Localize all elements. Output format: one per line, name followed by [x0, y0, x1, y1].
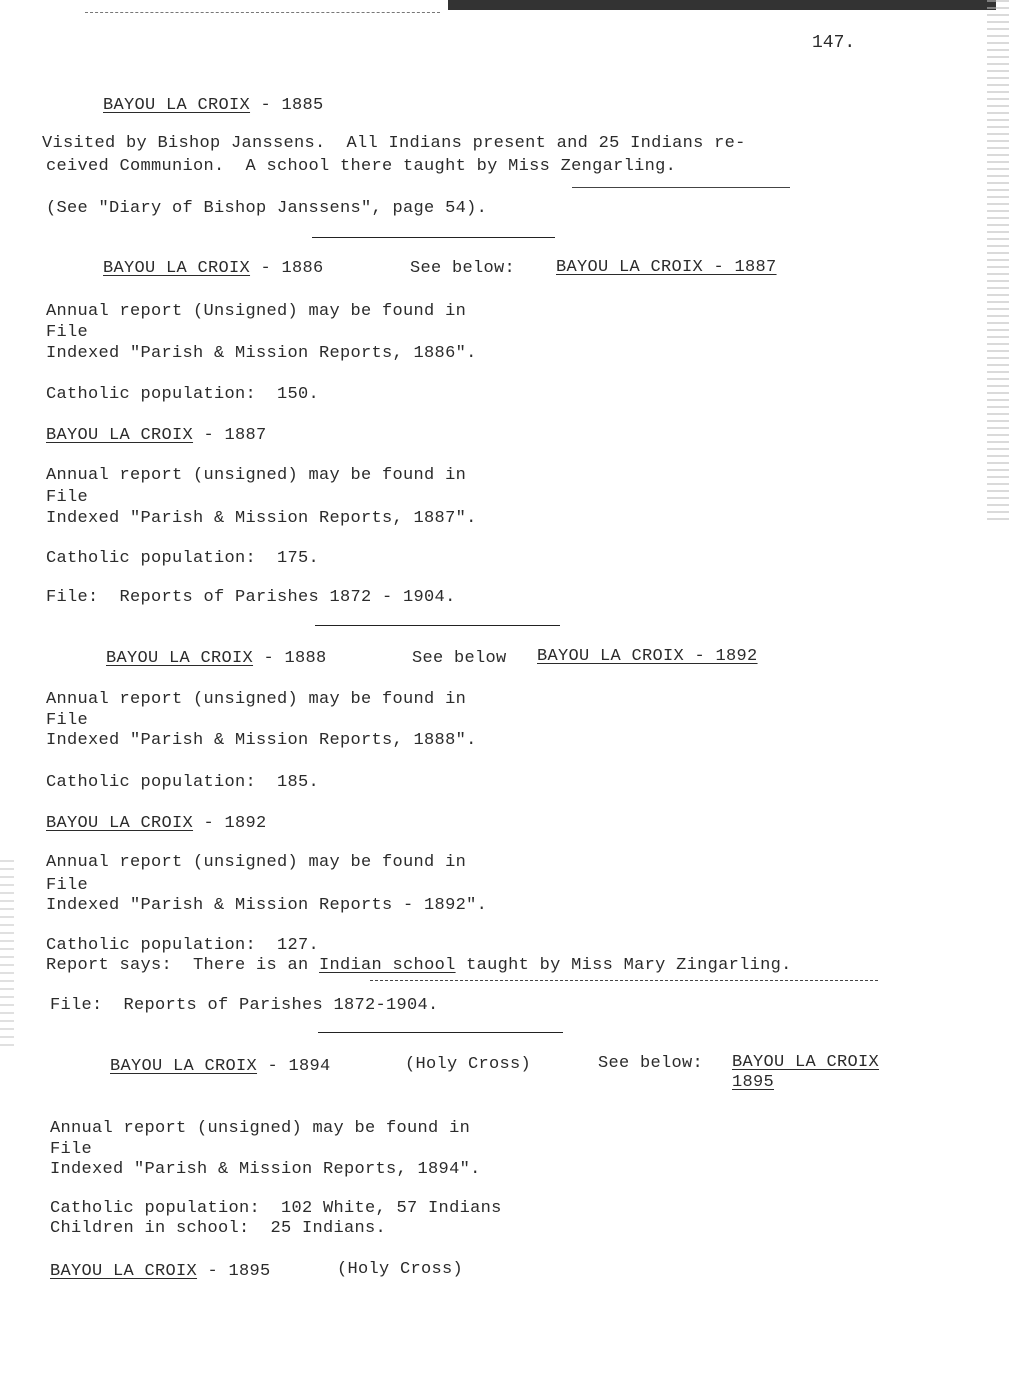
- indian-school-phrase: Indian school: [319, 956, 456, 975]
- heading-year: - 1887: [193, 426, 267, 445]
- section-divider: [315, 625, 560, 626]
- report-text: Report says: There is an: [46, 956, 320, 975]
- holy-cross-label: (Holy Cross): [337, 1260, 464, 1279]
- holy-cross-label: (Holy Cross): [405, 1055, 532, 1074]
- visit-text: ceived Communion. A school there taught by: [46, 157, 509, 176]
- top-scan-bar: [448, 0, 996, 10]
- indexed-line: Indexed "Parish & Mission Reports, 1887".: [46, 509, 477, 528]
- annual-report-line: Annual report (Unsigned) may be found in: [46, 302, 467, 321]
- see-below-reference: BAYOU LA CROIX - 1887: [556, 258, 777, 277]
- hand-underline: [370, 980, 878, 981]
- section-heading-1895: [50, 1262, 271, 1281]
- heading-year: - 1895: [197, 1262, 271, 1281]
- heading-year: - 1892: [193, 814, 267, 833]
- annual-report-line: Annual report (unsigned) may be found in: [46, 690, 467, 709]
- report-says-line: [46, 956, 792, 975]
- right-scan-edge: [987, 0, 1009, 520]
- file-label: File: [46, 876, 89, 895]
- diary-reference: (See "Diary of Bishop Janssens", page 54).: [46, 199, 488, 218]
- heading-place: BAYOU LA CROIX: [50, 1262, 198, 1281]
- visit-text-line-2: [46, 157, 676, 176]
- see-below-reference: BAYOU LA CROIX: [732, 1053, 880, 1072]
- indexed-line: Indexed "Parish & Mission Reports, 1894".: [50, 1160, 481, 1179]
- heading-place: BAYOU LA CROIX: [103, 96, 251, 115]
- section-heading-1885: [103, 96, 324, 115]
- catholic-population: Catholic population: 175.: [46, 549, 320, 568]
- section-divider: [318, 1032, 563, 1033]
- see-below-label: See below: [412, 649, 507, 668]
- section-heading-1888: [106, 649, 327, 668]
- indexed-line: Indexed "Parish & Mission Reports, 1888".: [46, 731, 477, 750]
- hand-underline: [572, 187, 790, 188]
- section-heading-1892: [46, 814, 267, 833]
- indexed-line: Indexed "Parish & Mission Reports - 1892".: [46, 896, 488, 915]
- file-label: File: [50, 1140, 93, 1159]
- page-number: 147.: [812, 33, 856, 53]
- section-heading-1886: [103, 259, 324, 278]
- heading-place: BAYOU LA CROIX: [46, 814, 194, 833]
- file-label: File: [46, 488, 89, 507]
- annual-report-line: Annual report (unsigned) may be found in: [46, 466, 467, 485]
- see-below-reference-year: 1895: [732, 1073, 775, 1092]
- annual-report-line: Annual report (unsigned) may be found in: [50, 1119, 471, 1138]
- see-below-reference: BAYOU LA CROIX - 1892: [537, 647, 758, 666]
- heading-year: - 1894: [257, 1057, 331, 1076]
- indexed-line: Indexed "Parish & Mission Reports, 1886".: [46, 344, 477, 363]
- catholic-population: Catholic population: 150.: [46, 385, 320, 404]
- children-in-school: Children in school: 25 Indians.: [50, 1219, 387, 1238]
- see-below-label: See below:: [598, 1054, 704, 1073]
- see-below-label: See below:: [410, 259, 516, 278]
- catholic-population: Catholic population: 127.: [46, 936, 320, 955]
- heading-year: - 1886: [250, 259, 324, 278]
- visit-text-line-1: Visited by Bishop Janssens. All Indians present and 25 Indians re-: [42, 134, 746, 153]
- heading-year: - 1885: [250, 96, 324, 115]
- annual-report-line: Annual report (unsigned) may be found in: [46, 853, 467, 872]
- catholic-population: Catholic population: 102 White, 57 Indians: [50, 1199, 502, 1218]
- heading-place: BAYOU LA CROIX: [46, 426, 194, 445]
- heading-place: BAYOU LA CROIX: [103, 259, 251, 278]
- catholic-population: Catholic population: 185.: [46, 773, 320, 792]
- top-edge-line: [85, 12, 440, 13]
- heading-place: BAYOU LA CROIX: [106, 649, 254, 668]
- section-divider: [312, 237, 555, 238]
- heading-year: - 1888: [253, 649, 327, 668]
- file-reference: File: Reports of Parishes 1872 - 1904.: [46, 588, 456, 607]
- left-scan-edge: [0, 860, 14, 1050]
- report-text-end: taught by Miss Mary Zingarling.: [455, 956, 792, 975]
- section-heading-1887: [46, 426, 267, 445]
- teacher-name: Miss Zengarling.: [508, 157, 677, 176]
- file-reference: File: Reports of Parishes 1872-1904.: [50, 996, 439, 1015]
- file-label: File: [46, 711, 89, 730]
- file-label: File: [46, 323, 89, 342]
- heading-place: BAYOU LA CROIX: [110, 1057, 258, 1076]
- section-heading-1894: [110, 1057, 331, 1076]
